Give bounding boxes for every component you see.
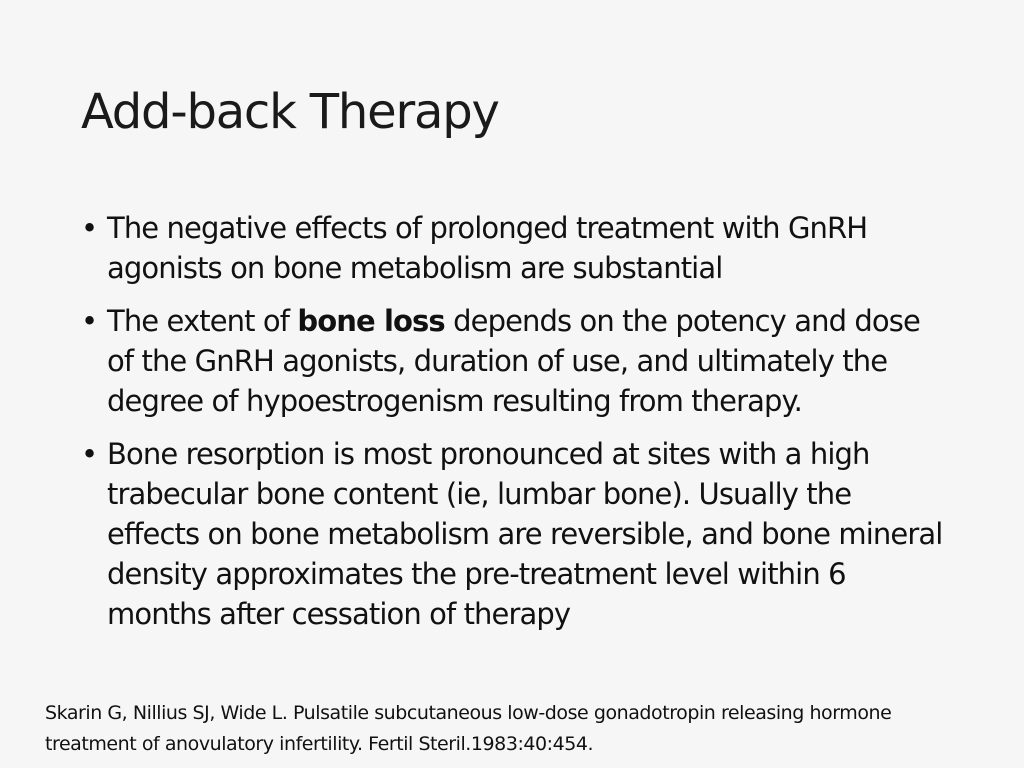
bullet-text: Bone resorption is most pronounced at sites with a high trabecular bone content (ie, lumbar bone). Usually the effects on bone metabolism are reversible, and bone mineral density approximates the pre-treatment level within 6 months after cessation of therapy — [107, 437, 943, 631]
bullet-marker: • — [81, 437, 98, 471]
bullet-text-before: The extent of — [107, 304, 298, 338]
bullet-list — [81, 208, 951, 647]
bullet-marker: • — [81, 211, 98, 245]
bullet-text-bold: bone loss — [297, 304, 445, 338]
bullet-item-2 — [81, 301, 951, 421]
bullet-item-3 — [81, 434, 951, 634]
bullet-text — [107, 304, 920, 418]
bullet-item-1 — [81, 208, 951, 288]
bullet-text-after: depends on the potency and dose of the GnRH agonists, duration of use, and ultimately the degree of hypoestrogenism resulting from therapy. — [107, 304, 920, 418]
bullet-text: The negative effects of prolonged treatment with GnRH agonists on bone metabolism are substantial — [107, 211, 868, 285]
bullet-marker: • — [81, 304, 98, 338]
reference-citation: Skarin G, Nillius SJ, Wide L. Pulsatile subcutaneous low-dose gonadotropin releasing hormone treatment of anovulatory infertility. Fertil Steril.1983:40:454. — [45, 702, 892, 755]
slide-title: Add-back Therapy — [81, 84, 499, 140]
